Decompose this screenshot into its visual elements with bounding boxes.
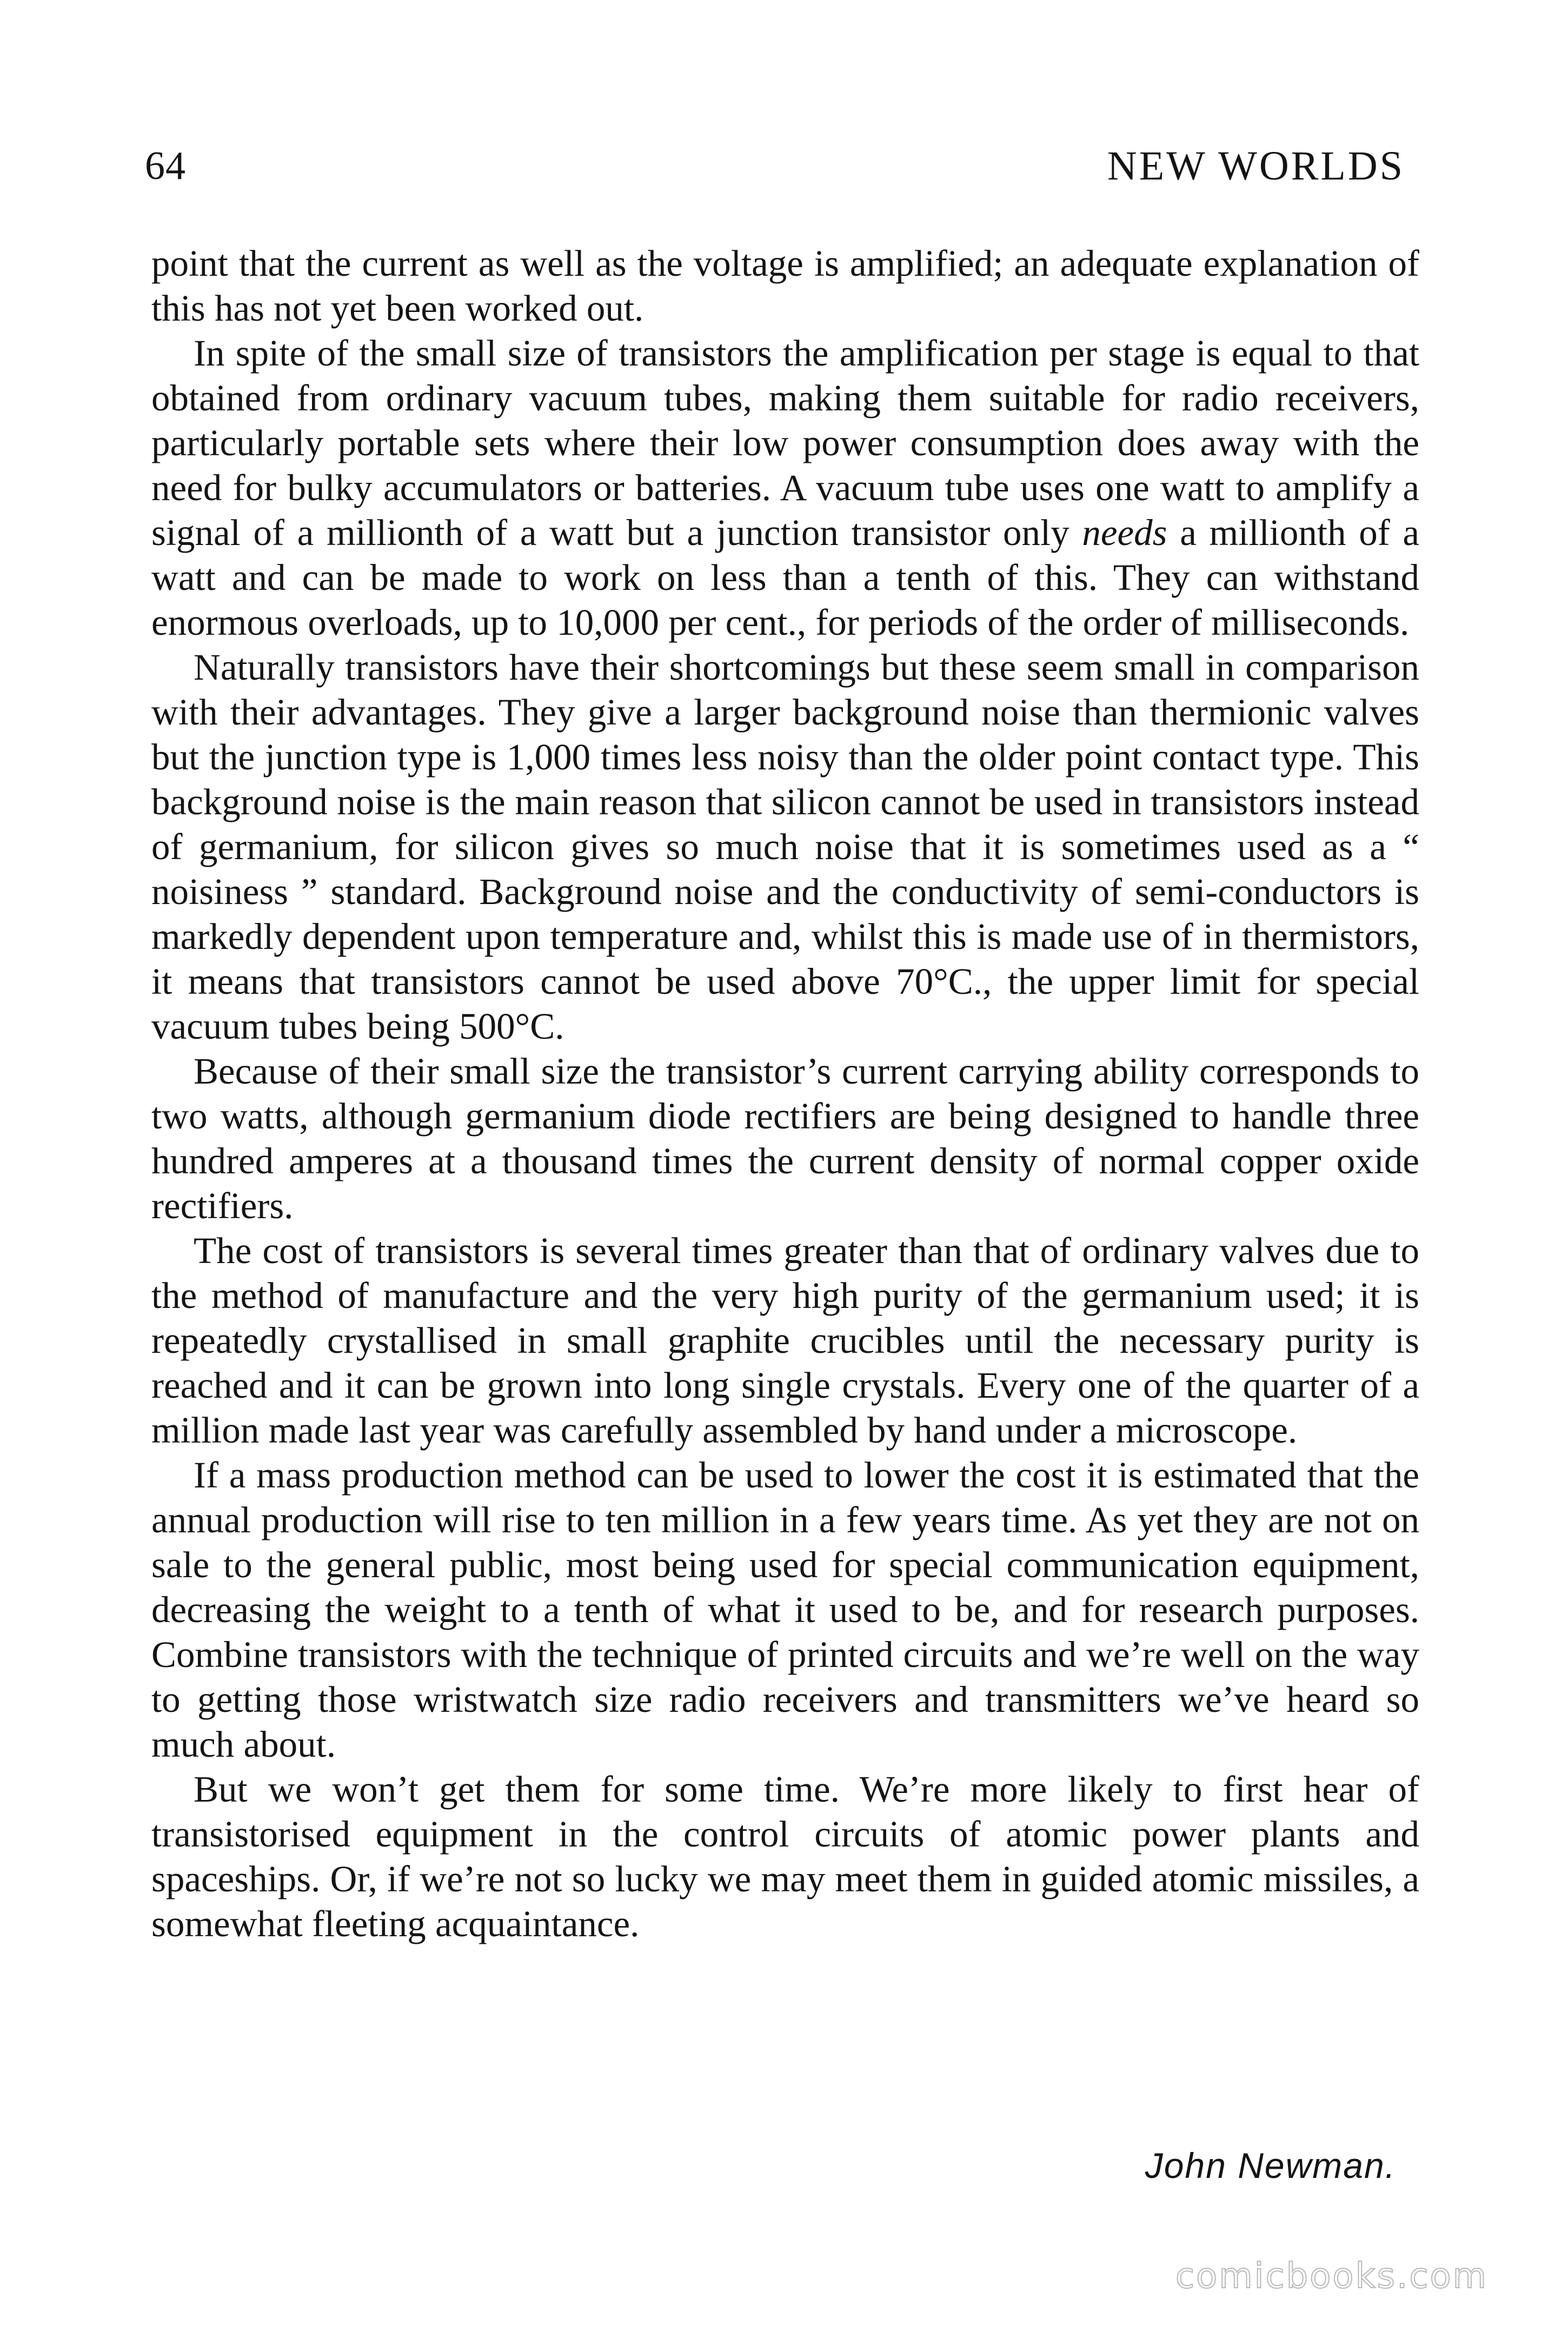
page-number: 64 [145,144,186,188]
paragraph-1 [151,241,1419,331]
emphasis-needs: needs [1082,512,1167,553]
paragraph-7 [151,1767,1419,1947]
site-watermark: comicbooks.com [1175,2256,1488,2296]
paragraph-3 [151,645,1419,1049]
paragraph-4 [151,1049,1419,1228]
paragraph-2-text-a: In spite of the small size of transistors the amplification per stage is equal to that obtained from ordinary vacuum tubes, making them suitable for radio receivers, particularly portable sets where their low power consumption does away with the need for bulky accumulators or batteries. A vacuum tube uses one watt to amplify a signal of a millionth of a watt but a junction transistor only [151,333,1419,553]
paragraph-3-text: Naturally transistors have their shortcomings but these seem small in comparison with their advantages. They give a larger background noise than thermionic valves but the junction type is 1,000 times less noisy than the older point contact type. This background noise is the main reason that silicon cannot be used in transistors instead of germanium, for silicon gives so much noise that it is sometimes used as a “ noisiness ” standard. Background noise and the conductivity of semi-conductors is markedly dependent upon temperature and, whilst this is made use of in thermistors, it means that transistors cannot be used above 70°C., the upper limit for special vacuum tubes being 500°C. [151,647,1419,1047]
article-body [151,241,1419,1947]
paragraph-6-text: If a mass production method can be used to lower the cost it is estimated that the annual production will rise to ten million in a few years time. As yet they are not on sale to the general public, most being used for special communication equipment, decreasing the weight to a tenth of what it used to be, and for research purposes. Combine transistors with the technique of printed circuits and we’re well on the way to getting those wristwatch size radio receivers and transmitters we’ve heard so much about. [151,1454,1419,1765]
page-header [145,142,1405,190]
paragraph-5-text: The cost of transistors is several times greater than that of ordinary valves due to the method of manufacture and the very high purity of the germanium used; it is repeatedly crystallised in small graphite crucibles until the necessary purity is reached and it can be grown into long single crystals. Every one of the quarter of a million made last year was carefully assembled by hand under a microscope. [151,1230,1419,1451]
paragraph-6 [151,1453,1419,1767]
author-signature: John Newman. [1145,2145,1396,2186]
paragraph-2 [151,331,1419,645]
paragraph-5 [151,1228,1419,1453]
paragraph-4-text: Because of their small size the transistor’s current carrying ability corresponds to two watts, although germanium diode rectifiers are being designed to handle three hundred amperes at a thousand times the current density of normal copper oxide rectifiers. [151,1051,1419,1226]
paragraph-7-text: But we won’t get them for some time. We’re more likely to first hear of transistorised equipment in the control circuits of atomic power plants and spaceships. Or, if we’re not so lucky we may meet them in guided atomic missiles, a somewhat fleeting acquaintance. [151,1769,1419,1944]
paragraph-1-text: point that the current as well as the voltage is amplified; an adequate explanation of this has not yet been worked out. [151,243,1419,329]
running-head: NEW WORLDS [1107,143,1405,189]
paragraph-2-text-b: a millionth of a watt and can be made to work on less than a tenth of this. They can withstand enormous overloads, up to 10,000 per cent., for periods of the order of milliseconds. [151,512,1419,643]
